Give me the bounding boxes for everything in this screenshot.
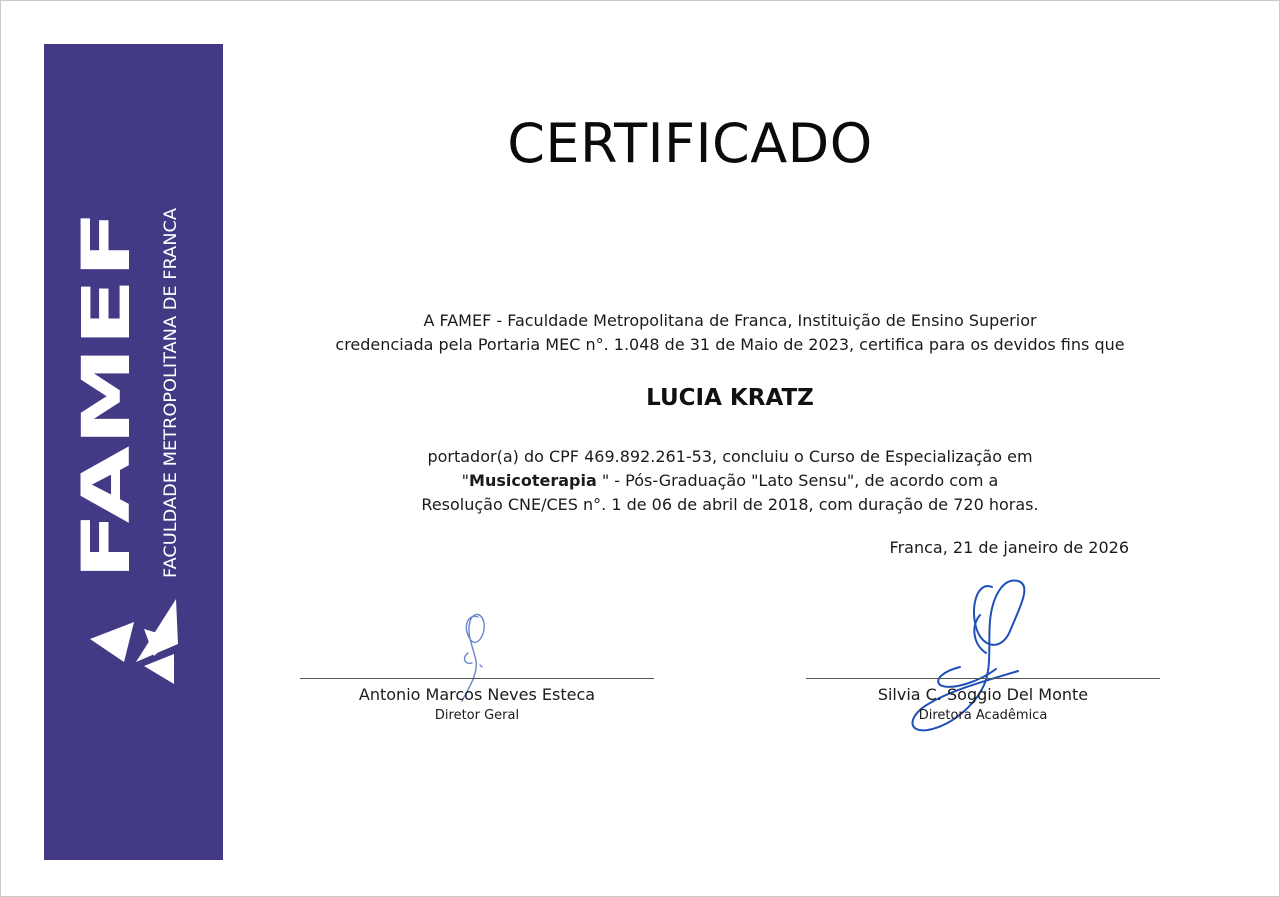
place-date: Franca, 21 de janeiro de 2026: [889, 538, 1129, 557]
body-line-2-rest: " - Pós-Graduação "Lato Sensu", de acordo com a: [596, 471, 999, 490]
logo-emblem-icon: [90, 599, 178, 684]
body-line-3: Resolução CNE/CES n°. 1 de 06 de abril de 2018, com duração de 720 horas.: [421, 495, 1039, 514]
signature-line-left: [300, 678, 654, 679]
body-line-2: [330, 469, 1130, 493]
signatory-name-left: Antonio Marcos Neves Esteca: [358, 685, 596, 704]
certificate-title: CERTIFICADO: [507, 112, 873, 175]
body-paragraph: [330, 445, 1130, 517]
signature-line-right: [806, 678, 1160, 679]
logo-subtitle: FACULDADE METROPOLITANA DE FRANCA: [161, 223, 181, 578]
body-line-1: portador(a) do CPF 469.892.261-53, concluiu o Curso de Especialização em: [427, 447, 1033, 466]
intro-line-2: credenciada pela Portaria MEC n°. 1.048 de 31 de Maio de 2023, certifica para os devidos fins que: [335, 335, 1125, 354]
open-quote: ": [461, 471, 470, 490]
intro-line-1: A FAMEF - Faculdade Metropolitana de Franca, Instituição de Ensino Superior: [423, 311, 1037, 330]
logo-wordmark: FAMEF: [68, 335, 145, 580]
intro-paragraph: [300, 309, 1160, 357]
course-name: Musicoterapia: [469, 471, 597, 490]
famef-logo: [44, 44, 223, 860]
logo-band: [44, 44, 223, 860]
signatory-role-right: Diretora Acadêmica: [918, 708, 1048, 723]
signatory-role-left: Diretor Geral: [434, 708, 520, 723]
signatory-name-right: Silvia C. Soggio Del Monte: [877, 685, 1089, 704]
student-name: LUCIA KRATZ: [646, 385, 814, 411]
